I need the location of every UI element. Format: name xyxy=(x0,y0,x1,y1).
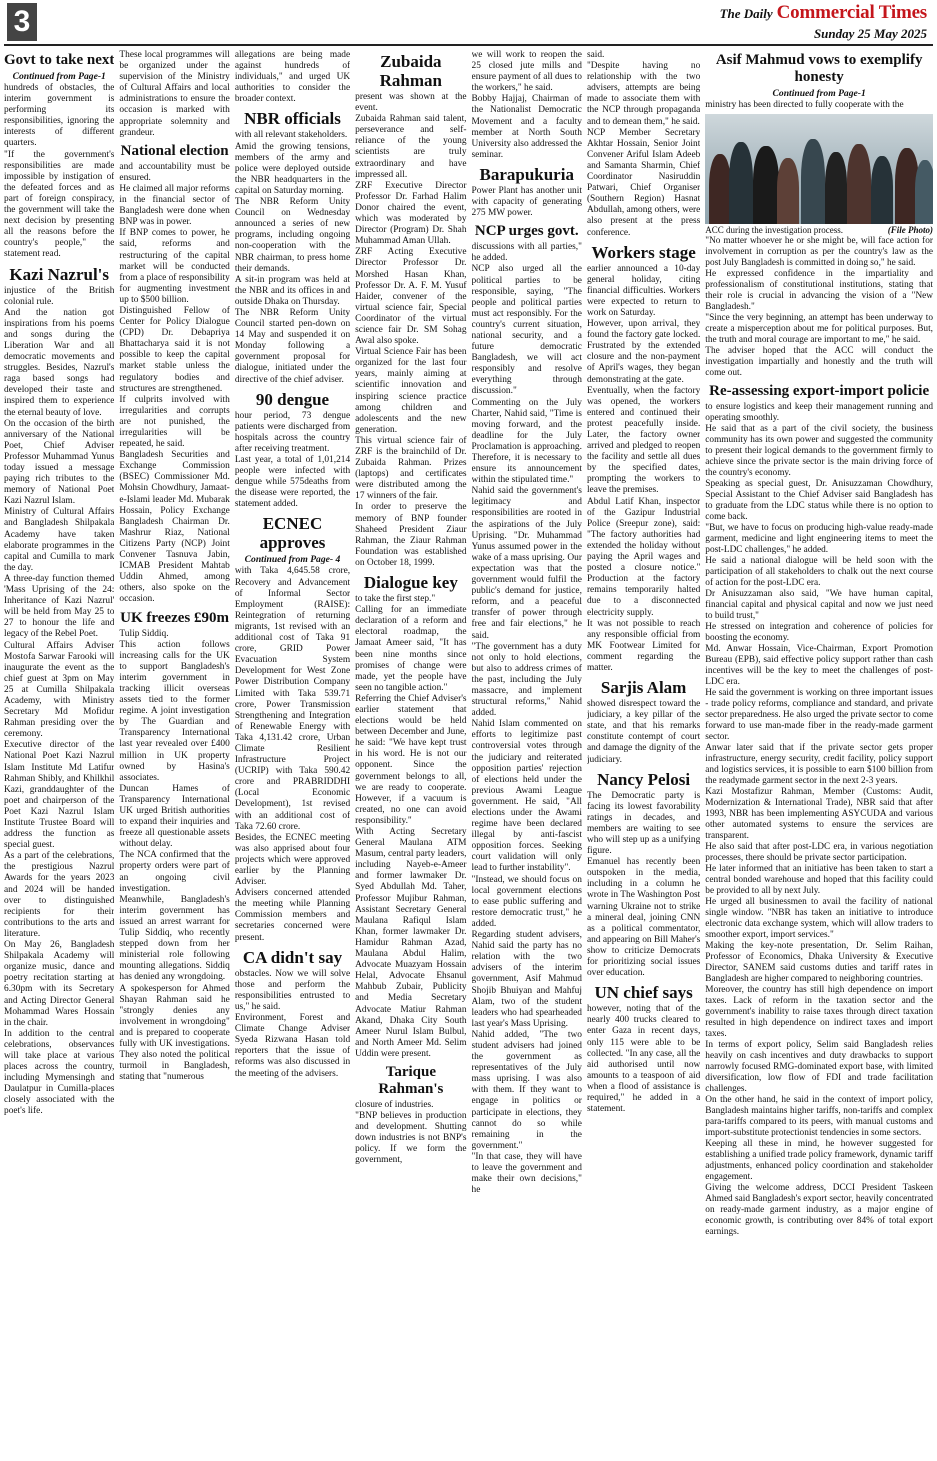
story-body xyxy=(235,130,350,385)
paragraph: Giving the welcome address, DCCI President Taskeen Ahmed said Bangladesh's export sector, heavily concentrated on ready-made garment industry, as a major engine of economic growth, is contributing over 84% of total export earnings. xyxy=(705,1183,933,1237)
story-body xyxy=(4,286,114,1118)
paragraph: On the other hand, he said in the context of import policy, Bangladesh maintains higher tariffs, non-tariffs and complex para-tariffs compared to its peers, with manual customs and import-substitute protectionist tendencies in some sectors. xyxy=(705,1095,933,1138)
paragraph: earlier announced a 10-day general holiday, citing financial difficulties. Workers were expected to return to work on Saturday. xyxy=(586,263,701,318)
paragraph: He also said that after post-LDC era, in various negotiation processes, there should be private sector participation. xyxy=(705,842,933,863)
paragraph: It was not possible to reach any responsible official from MK Footwear Limited for comment regarding the matter. xyxy=(586,618,701,673)
story xyxy=(235,514,350,943)
person-silhouette xyxy=(777,158,799,224)
headline: CA didn't say xyxy=(242,947,343,967)
paragraph: He said a national dialogue will be held soon with the participation of all stakeholders to chalk out the next course of action for the post-LDC era. xyxy=(705,556,933,588)
story xyxy=(587,983,700,1115)
story xyxy=(587,243,700,674)
story xyxy=(235,109,350,385)
paragraph: Emanuel has recently been outspoken in the media, including in a column he wrote in The Washington Post warning Ukraine not to strike a mineral deal, joining CNN as a political commentator, and appearing on Bill Maher's show to criticize Democrats for prioritizing social issues over education. xyxy=(586,857,701,979)
headline: Dialogue key xyxy=(363,573,458,593)
story xyxy=(705,52,933,379)
caption-text: ACC during the investigation process. xyxy=(705,225,844,235)
paragraph: ZRF Acting Executive Director Professor Dr. Morshed Hasan Khan, Professor Dr. A. F. M. Yusuf Haider, convener of the virtual science fair, Special Coordinator of the virtual science fair Dr. SM Sohag Awal also spoke. xyxy=(355,247,467,347)
story xyxy=(235,50,350,105)
story-body xyxy=(235,566,350,943)
story xyxy=(355,1064,466,1167)
paragraph: In order to preserve the memory of BNP founder Shaheed President Ziaur Rahman, the Ziaur Rahman Foundation was established on October 18, 1999. xyxy=(355,502,467,568)
paragraph: The NBR Reform Unity Council on Wednesday announced a series of new programs, including ongoing non-cooperation with the NBR chairman, to press home their demands. xyxy=(234,197,351,274)
brand-name: Commercial Times xyxy=(776,2,927,23)
story-body xyxy=(235,50,350,105)
headline: UN chief says xyxy=(594,983,693,1003)
paragraph: ministry has been directed to fully cooperate with the xyxy=(705,100,904,110)
news-photo xyxy=(705,114,933,224)
story-body xyxy=(472,186,582,219)
paragraph: He urged all businessmen to avail the facility of national single window. "NBR has taken an initiative to introduce electronic data exchange system, which will allow traders to smoother export, import services." xyxy=(705,897,933,940)
paragraph: Regarding student advisers, Nahid said the party has no relation with the two advisers of the interim government, Asif Mahmud Shojib Bhuiyan and Mahfuj Alam, two of the student leaders who had spearheaded last year's Mass Uprising. xyxy=(471,930,582,1029)
paragraph: "If the government's responsibilities are made impossible by instigation of the defeated forces and as part of foreign conspiracy, the government will take the next decision by presenting all the reasons before the country's people," the statement read. xyxy=(4,149,115,260)
story xyxy=(472,50,582,161)
paragraph: Nahid Islam commented on efforts to legitimize past controversial votes through the judiciary and reiterated opposition parties' rejection of elections held under the previous Awami League government. He said, "All elections under the Awami regime have been declared illegal by anti-fascist opposition forces. Seeking court validation will only lead to further instability". xyxy=(471,719,582,874)
paragraph: Moreover, the country has still high dependence on import taxes. Lack of reform in the taxation sector and the government's inability to raise taxes through direct taxation resulted in high dependence on indirect taxes and import taxes. xyxy=(705,985,933,1039)
masthead xyxy=(4,0,933,46)
story-body xyxy=(587,699,700,766)
story-body xyxy=(355,594,466,1060)
story-body xyxy=(4,83,114,261)
paragraph: to take the first step." xyxy=(355,594,436,605)
story-body xyxy=(235,411,350,511)
paragraph: Tulip Siddiq. xyxy=(119,628,169,639)
story xyxy=(235,948,350,1080)
story xyxy=(355,52,466,569)
continued-note: Continued from Page- 4 xyxy=(244,554,341,566)
paragraph: present was shown at the event. xyxy=(355,92,467,114)
paragraph: Nahid added, "The two student advisers had joined the government as representatives of the July mass uprising. I was also with them. If they want to engage in politics or participate in elections, they cannot do so while remaining in the government." xyxy=(471,1029,582,1151)
paragraph: Virtual Science Fair has been organized for the last four years, mainly aiming at scientific innovation and inspiring science practice among children and adolescents and the new generation. xyxy=(355,347,467,435)
story-body xyxy=(587,264,700,674)
paragraph: "But, we have to focus on producing high-value ready-made garment, medicine and light engineering items to meet the post-LDC challenges," he added. xyxy=(705,523,933,555)
headline: NBR officials xyxy=(244,109,341,129)
paragraph: "Instead, we should focus on local government elections to ease public suffering and restore democratic trust," he added. xyxy=(471,874,582,929)
paragraph: to ensure logistics and keep their management running and operating smoothly. xyxy=(705,402,933,423)
paragraph: Amid the growing tensions, members of the army and police were deployed outside the NBR headquarters in the capital on Saturday morning. xyxy=(234,141,351,196)
headline: 90 dengue xyxy=(255,389,330,409)
paragraph: The adviser hoped that the ACC will conduct the investigation impartially and honestly and the truth will come out. xyxy=(705,346,933,378)
paragraph: If BNP comes to power, he said, reforms and restructuring of the capital market will be conducted from a place of responsibility for augmenting investment up to $500 billion. xyxy=(119,228,230,305)
paragraph: The NCA confirmed that the property orders were part of an ongoing civil investigation. xyxy=(119,850,230,894)
paragraph: A sit-in program was held at the NBR and its offices in and outside Dhaka on Thursday. xyxy=(234,274,351,307)
paragraph: obstacles. Now we will solve those and perform the responsibilities entrusted to us," he said. xyxy=(234,968,351,1012)
person-silhouette xyxy=(729,142,753,224)
paragraph: On May 26, Bangladesh Shilpakala Academy will organize music, dance and poetry recitation starting at 6.30pm with its Secretary and Acting Director General Mohammad Wares Hossain in the chair. xyxy=(4,940,115,1028)
column-6 xyxy=(587,50,700,1457)
paragraph: "In that case, they will have to leave the government and make their own decisions," he xyxy=(471,1151,582,1196)
headline: Barapukuria xyxy=(479,164,574,184)
brand xyxy=(720,2,927,42)
headline: Asif Mahmud vows to exemplify honesty xyxy=(715,52,923,85)
paragraph: As a part of the celebrations, the prestigious Nazrul Awards for the years 2023 and 2024 will be handed over to distinguished recipients for their contributions to the arts and literature. xyxy=(4,851,115,939)
headline: UK freezes £90m xyxy=(120,609,230,626)
headline: NCP urges govt. xyxy=(474,223,579,240)
paragraph: Advisers concerned attended the meeting while Planning Commission members and secretaries concerned were present. xyxy=(234,888,351,943)
paragraph: Distinguished Fellow of Center for Policy Dialogue (CPD) Dr. Debapriya Bhattacharya said it is not possible to keep the capital market stable unless the regulatory bodies and structures are strengthened. xyxy=(119,305,230,394)
column-1 xyxy=(4,50,114,1457)
paragraph: showed disrespect toward the judiciary, a key pillar of the state, and that his remarks constitute contempt of court and damage the dignity of the judiciary. xyxy=(586,699,701,765)
story xyxy=(119,610,229,1084)
story xyxy=(4,52,114,261)
brand-daily: The Daily xyxy=(719,6,773,21)
paragraph: Md. Anwar Hossain, Vice-Chairman, Export Promotion Bureau (EPB), said effective policy support rather than cash incentives will be the key to meet the challenges of post-LDC era. xyxy=(705,644,933,687)
paragraph: Environment, Forest and Climate Change Adviser Syeda Rizwana Hasan told reporters that the issue of reforms was also discussed in the meeting of the advisers. xyxy=(234,1013,351,1079)
column-2 xyxy=(119,50,229,1457)
story-body xyxy=(705,402,933,1238)
paragraph: Kazi Mostafizur Rahman, Member (Customs: Audit, Modernization & International Trade), NBR said that after 1993, NBR has been implementing ASYCUDA and various other automated systems to ensure the services are transparent. xyxy=(705,787,933,841)
paragraph: And the nation got inspirations from his poems and songs during the Liberation War and all democratic movements and struggles. Besides, Nazrul's raga based songs had developed their taste and inspired them to experience the eternal beauty of love. xyxy=(4,307,115,418)
story xyxy=(472,223,582,1196)
headline: National election xyxy=(120,142,229,159)
person-silhouette xyxy=(915,160,933,224)
paragraph: He stressed on integration and coherence of policies for boosting the economy. xyxy=(705,622,933,643)
paragraph: Calling for an immediate declaration of a reform and electoral roadmap, the Jamaat Ameer said, "It has been nine months since promises of change were made, yet the people have seen no tangible action." xyxy=(355,605,467,693)
paragraph: said. xyxy=(586,50,605,60)
story-body xyxy=(705,100,933,111)
story xyxy=(587,678,700,766)
paragraph: however, noting that of the nearly 400 trucks cleared to enter Gaza in recent days, only 115 were able to be collected. "In any case, all the aid authorised until now amounts to a teaspoon of aid when a flood of assistance is required," he added in a statement. xyxy=(586,1004,701,1115)
paragraph: with all relevant stakeholders. xyxy=(234,130,348,141)
headline: Govt to take next xyxy=(4,52,115,68)
paragraph: Commenting on the July Charter, Nahid said, "Time is moving forward, and the deadline for the July Proclamation is approaching. Therefore, it is necessary to ensure its announcement within the stipulated time." xyxy=(471,397,582,486)
paragraph: Dr Anisuzzaman also said, "We have human capital, financial capital and physical capital and now we just need to build trust," xyxy=(705,589,933,621)
paragraph: Bobby Hajjaj, Chairman of the Nationalist Democratic Movement and a faculty member at North South University also addressed the seminar. xyxy=(471,94,582,160)
columns xyxy=(4,50,933,1457)
paragraph: and accountability must be ensured. xyxy=(119,161,230,183)
story-body xyxy=(587,50,700,239)
paragraph: injustice of the British colonial rule. xyxy=(4,285,115,307)
story xyxy=(119,50,229,139)
paragraph: closure of industries. xyxy=(355,1099,434,1110)
paragraph: He said the government is working on three important issues - trade policy reforms, compliance and standard, and private sector preparedness. He also urged the private sector to come forward to use man-made fiber in the ready-made garment sector. xyxy=(705,688,933,742)
story-body xyxy=(119,629,229,1084)
paragraph: Speaking as special guest, Dr. Anisuzzaman Chowdhury, Special Assistant to the Chief Adviser said Bangladesh has to graduate from the LDC status while there is no option to come back. xyxy=(705,479,933,522)
story-body xyxy=(472,242,582,1196)
story-body xyxy=(472,50,582,161)
paragraph: Nahid said the government's legitimacy and responsibilities are rooted in the aspirations of the July Uprising. "Dr. Muhammad Yunus assumed power in the wake of a mass uprising. Our expectation was that the government would fulfil the public's demand for justice, reform, and a peaceful transfer of power through free and fair elections," he said. xyxy=(471,486,582,641)
column-4 xyxy=(355,50,466,1457)
paragraph: Zubaida Rahman said talent, perseverance and self-reliance of the young scientists are truly extraordinary and have impressed all. xyxy=(355,114,467,180)
paragraph: In addition to the central celebrations, observances will take place at various places across the country, including Mymensingh and Daulatpur in Cumilla-places closely associated with the poet's life. xyxy=(4,1028,115,1117)
paragraph: NCP also urged all the political parties to be responsible, saying, "The people and political parties must act responsibly. For the country's current situation, national security, and a future democratic Bangladesh, we will act responsibly and resolve everything through discussion." xyxy=(471,264,582,397)
paragraph: This virtual science fair of ZRF is the brainchild of Dr. Zubaida Rahman. Prizes (laptops) and certificates were distributed among the 17 winners of the fair. xyxy=(355,435,467,502)
paragraph: He later informed that an initiative has been taken to start a central bonded warehouse and hoped that this facility could be provided to all by next July. xyxy=(705,864,933,896)
paragraph: With Acting Secretary General Maulana ATM Masum, central party leaders, including Nayeb-e-Ameer and former lawmaker Dr. Syed Abdullah Md. Taher, Professor Mujibur Rahman, Assistant Secretary General Maulana Rafiqul Islam Khan, former lawmaker Dr. Hamidur Rahman Azad, Maulana Abdul Halim, Advocate Muazyam Hossain Helal, Advocate Ehsanul Mahbub Zubair, Publicity and Media Secretary Advocate Matiur Rahman Akand, Dhaka City South Ameer Nurul Islam Bulbul, and North Ameer Md. Selim Uddin were present. xyxy=(355,827,467,1059)
paragraph: Last year, a total of 1,01,214 people were infected with dengue while 575deaths from the disease were reported, the statement added. xyxy=(234,455,351,510)
story xyxy=(472,165,582,219)
headline: Re-assessing export-import policie xyxy=(709,383,930,399)
photo-caption xyxy=(705,225,933,236)
paragraph: Executive director of the National Poet Kazi Nazrul Islam Institute Md Latifur Rahman Shibly, and Khilkhil Kazi, granddaughter of the poet and chairperson of the Poet Kazi Nazrul Islam Institute Trustee Board will address the function as special guest. xyxy=(4,740,115,851)
headline: ECNEC approves xyxy=(259,514,326,553)
paragraph: hour period, 73 dengue patients were discharged from hospitals across the country after receiving treatment. xyxy=(234,410,351,454)
person-silhouette xyxy=(847,144,871,224)
headline: Sarjis Alam xyxy=(600,678,687,698)
paragraph: Duncan Hames of Transparency International UK urged British authorities to expand their inquiries and freeze all questionable assets without delay. xyxy=(119,783,230,850)
paragraph: we will work to reopen the 25 closed jute mills and ensure payment of all dues to the workers," he said. xyxy=(471,50,582,94)
paragraph: A spokesperson for Ahmed Shayan Rahman said he "strongly denies any involvement in wrongdoing" and is prepared to cooperate fully with UK investigations. They also noted the political turmoil in Bangladesh, stating that "numerous xyxy=(119,983,230,1083)
paragraph: He claimed all major reforms in the financial sector of Bangladesh were done when BNP was in power. xyxy=(119,183,230,228)
headline: Zubaida Rahman xyxy=(379,52,443,90)
paragraph: "The government has a duty not only to hold elections, but also to address crimes of the past, including the July massacre, and implement structural reforms," Nahid added. xyxy=(471,641,582,719)
paragraph: Anwar later said that if the private sector gets proper infrastructure, energy security, credit facility, policy support and logistics services, it is possible to earn $100 billion from the readymade garment sector in the next 2-3 years. xyxy=(705,743,933,786)
story-body xyxy=(705,236,933,379)
story-body xyxy=(119,50,229,139)
paragraph: discussions with all parties," he added. xyxy=(471,242,582,264)
person-silhouette xyxy=(871,156,893,224)
story-body xyxy=(235,969,350,1080)
paragraph: Cultural Affairs Adviser Mostofa Sarwar Farooki will inaugurate the event as the chief guest at 3pm on May 25 at Cumilla Shilpakala Academy, with Ministry Secretary Md Mofidur Rahman presiding over the ceremony. xyxy=(4,640,115,740)
paragraph: "BNP believes in production and development. Shutting down industries is not BNP's policy. If we form the government, xyxy=(355,1111,467,1166)
photo-credit: (File Photo) xyxy=(887,225,933,235)
paragraph: Making the key-note presentation, Dr. Selim Raihan, Professor of Economics, Dhaka University & Executive Director, SANEM said customs duties and tariff rates in Bangladesh are higher compared to neighboring countries. xyxy=(705,941,933,984)
paragraph: "Since the very beginning, an attempt has been underway to create a misperception about me for political purposes. But, the truth and moral courage are important to me," he said. xyxy=(705,313,933,345)
person-silhouette xyxy=(825,152,847,224)
paragraph: "Despite having no relationship with the two advisers, attempts are being made to associate them with the NCP through propaganda and to demean them," he said. xyxy=(586,61,701,127)
story-body xyxy=(355,1100,466,1167)
story xyxy=(4,265,114,1118)
story-body xyxy=(355,92,466,569)
paragraph: Eventually, when the factory was opened, the workers entered and continued their protest peacefully inside. Later, the factory owner arrived and pledged to reopen the facility and settle all dues by the specified dates, prompting the workers to leave the premises. xyxy=(586,385,701,496)
person-silhouette xyxy=(801,139,825,224)
person-silhouette xyxy=(709,154,731,224)
paragraph: Keeping all these in mind, he however suggested for establishing a unified trade policy framework, dynamic tariff adjustments, enhanced policy coordination and stakeholder engagement. xyxy=(705,1139,933,1182)
headline: Tarique Rahman's xyxy=(378,1063,444,1097)
paragraph: "No matter whoever he or she might be, will face action for involvement in corruption as per the country's law as the post July Bangladesh is committed in doing so," he said. xyxy=(705,236,933,268)
paragraph: Bangladesh Securities and Exchange Commission (BSEC) Commissioner Md. Mohsin Chowdhury, Jamaat-e-Islami leader Md. Mubarak Hossain, Policy Exchange Bangladesh Chairman Dr. Mashrur Riaz, National Citizens Party (NCP) Joint Convener Tasnuva Jabin, ICMAB President Mahtab Uddin Ahmed, among others, also spoke on the occasion. xyxy=(119,450,230,605)
paragraph: Abdul Latif Khan, inspector of the Gazipur Industrial Police (Sreepur zone), said: "The factory authorities had extended the holiday without paying the April wages and posted a closure notice." Production at the factory remains temporarily halted due to a disconnected electricity supply. xyxy=(586,496,701,618)
paragraph: Ministry of Cultural Affairs and Bangladesh Shilpakala Academy have taken elaborate programmes in the capital and Cumilla to mark the day. xyxy=(4,507,115,573)
paragraph: If culprits involved with irregularities and corrupts are not punished, the irregularities will be repeated, he said. xyxy=(119,394,230,450)
paragraph: Meanwhile, Bangladesh's interim government has issued an arrest warrant for Tulip Siddiq, who recently stepped down from her ministerial role following mounting allegations. Siddiq has denied any wrongdoing. xyxy=(119,894,230,983)
headline: Workers stage xyxy=(591,242,696,262)
continued-note: Continued from Page-1 xyxy=(12,71,106,82)
story-body xyxy=(587,1004,700,1115)
paragraph: allegations are being made against hundreds of individuals," and urged UK authorities to consider the broader context. xyxy=(234,50,351,105)
issue-date: Sunday 25 May 2025 xyxy=(813,26,927,41)
paragraph: In terms of export policy, Selim said Bangladesh relies heavily on cash incentives and duty drawbacks to support narrowly focused RMG-dominated export base, with limited diversification, low flow of FDI and trade facilitation challenges. xyxy=(705,1040,933,1094)
column-5 xyxy=(472,50,582,1457)
story xyxy=(355,573,466,1060)
column-3 xyxy=(235,50,350,1457)
story xyxy=(705,383,933,1238)
paragraph: Power Plant has another unit with capacity of generating 275 MW power. xyxy=(471,185,582,219)
paragraph: hundreds of obstacles, the interim government is performing its responsibilities, ignoring the interests of different quarters. xyxy=(4,83,115,149)
story xyxy=(119,143,229,606)
paragraph: The Democratic party is facing its lowest favorability ratings in decades, and members are waiting to see who will step up as a unifying figure. xyxy=(586,790,701,857)
story-body xyxy=(119,162,229,606)
person-silhouette xyxy=(753,146,779,224)
story xyxy=(587,50,700,239)
paragraph: This action follows increasing calls for the UK to support Bangladesh's interim government in tracking illicit overseas assets tied to the former regime. A joint investigation by The Guardian and Transparency International last year revealed over £400 million in UK property owned by Hasina's associates. xyxy=(119,639,230,783)
paragraph: with Taka 4,645.58 crore, Recovery and Advancement of Informal Sector Employment (RAISE): Reintegration of returning migrants, 1st revised with an additional cost of Taka 91 crore, GRID Power Evacuation System Development for West Zone Power Distribution Company Limited with Taka 539.71 crore, Power Transmission Strengthening and Integration of Renewable Energy with Taka 4,131.42 crore, Urban Climate Resilient Infrastructure Project (UCRIP) with Taka 590.42 crore and PRABRIDDHI (Local Economic Development), 1st revised with an additional cost of Taka 72.60 crore. xyxy=(234,566,351,832)
story xyxy=(587,770,700,980)
paragraph: He said that as a part of the civil society, the business community has its own power and suggested the community to present their logical demands to the government firmly to achieve since the private sector is the main driving force of the country's economy. xyxy=(705,424,933,478)
paragraph: However, upon arrival, they found the factory gate locked. Frustrated by the extended closure and the non-payment of April's wages, they began demonstrating at the gate. xyxy=(586,319,701,385)
headline: Kazi Nazrul's xyxy=(9,264,110,284)
paragraph: He expressed confidence in the impartiality and professionalism of constitutional institutions, stating that their role is crucial in advancing the vision of a "New Bangladesh." xyxy=(705,269,933,312)
paragraph: These local programmes will be organized under the supervision of the Ministry of Cultural Affairs and local administrations to ensure the occasion is marked with appropriate solemnity and grandeur. xyxy=(119,50,230,138)
paragraph: A three-day function themed 'Mass Uprising of the 24: Inheritance of Kazi Nazrul' will be held from May 25 to 27 to honour the life and legacy of the Rebel Poet. xyxy=(4,573,115,640)
paragraph: NCP Member Secretary Akhtar Hossain, Senior Joint Convener Ariful Islam Adeeb and Samanta Sharmin, Chief Coordinator Nasiruddin Patwari, Chief Organiser (Southern Region) Hasnat Abdullah, among others, were also present at the press conference. xyxy=(586,127,701,238)
page-number: 3 xyxy=(7,3,37,41)
paragraph: Besides, the ECNEC meeting was also apprised about four projects which were approved earlier by the Planning Adviser. xyxy=(234,832,351,888)
column-7 xyxy=(705,50,933,1457)
story-body xyxy=(587,791,700,980)
story xyxy=(235,390,350,511)
paragraph: Referring the Chief Adviser's earlier statement that elections would be held between December and June, he said: "We have kept trust in his word. He is not our opponent. Since the government belongs to all, we are ready to cooperate. However, if a vacuum is created, no one can avoid responsibility." xyxy=(355,693,467,826)
paragraph: On the occasion of the birth anniversary of the National Poet, Chief Adviser Professor Muhammad Yunus today issued a message paying rich tributes to the memory of National Poet Kazi Nazrul Islam. xyxy=(4,418,115,507)
continued-note: Continued from Page-1 xyxy=(772,88,866,99)
paragraph: The NBR Reform Unity Council started pen-down on 14 May and suspended it on Monday following a government proposal for dialogue, initiated under the directive of the chief adviser. xyxy=(234,307,351,385)
paragraph: ZRF Executive Director Professor Dr. Farhad Halim Donor chaired the event, which was moderated by Director (Program) Dr. Shah Muhammad Aman Ullah. xyxy=(355,180,467,247)
headline: Nancy Pelosi xyxy=(597,769,691,789)
